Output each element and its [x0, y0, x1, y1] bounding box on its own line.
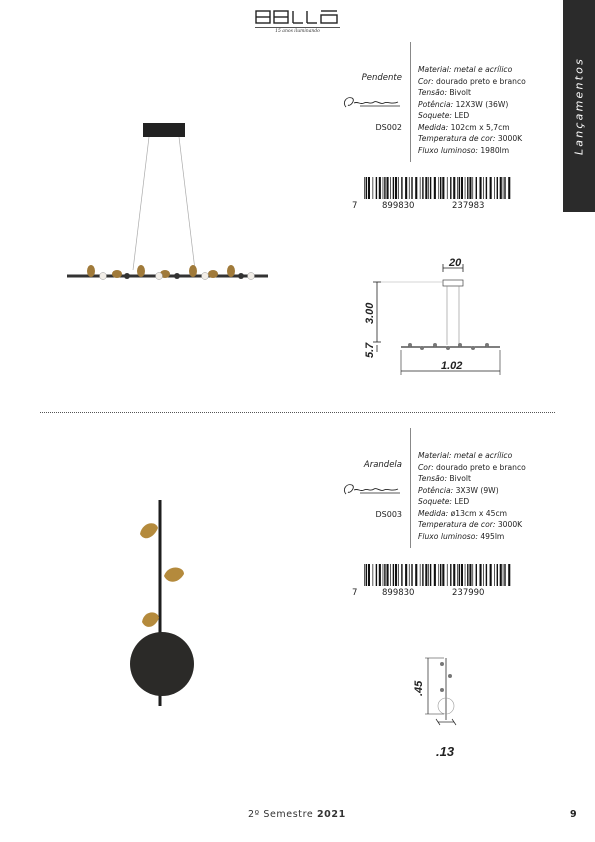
barcode-bar: [453, 177, 455, 199]
barcode-bar: [500, 564, 502, 586]
spec-row: [418, 87, 563, 99]
barcode-bar: [405, 177, 407, 199]
barcode-bar: [490, 177, 492, 199]
barcode-bar: [387, 564, 389, 586]
barcode-bar: [405, 564, 407, 586]
barcode-bar: [486, 177, 487, 199]
barcode-group-1: 899830: [382, 201, 415, 211]
barcode-bar: [364, 564, 365, 586]
dim-top: 20: [449, 257, 462, 269]
spec-row: [418, 133, 563, 145]
barcode-bar: [469, 564, 471, 586]
barcode-bar: [461, 177, 463, 199]
section-divider: [40, 412, 555, 413]
barcode-bar: [393, 177, 394, 199]
barcode-bar: [384, 564, 385, 586]
barcode-bar: [480, 564, 482, 586]
spec-row: [418, 473, 563, 485]
dim-height: .45: [413, 680, 425, 696]
barcode-bar: [476, 177, 477, 199]
page-number: 9: [570, 809, 577, 820]
barcode-bar: [480, 177, 482, 199]
barcode-bar: [461, 564, 463, 586]
spec-list: [418, 450, 563, 542]
spec-value: dourado preto e branco: [433, 76, 526, 86]
spec-value: 3000K: [495, 520, 523, 529]
barcode-bar: [425, 564, 427, 586]
signature-image: [340, 480, 402, 500]
semester-label: 2º Semestre: [248, 809, 314, 820]
spec-key: Fluxo luminoso:: [418, 145, 478, 155]
barcode-bar: [428, 177, 429, 199]
spec-value: dourado preto e branco: [433, 462, 526, 472]
logo-wordmark: [255, 10, 340, 24]
brand-logo: [255, 10, 340, 36]
barcode-bar: [450, 564, 451, 586]
barcode-bar: [401, 564, 402, 586]
barcode-bar: [459, 564, 460, 586]
barcode-bar: [379, 177, 381, 199]
product-ident: [340, 73, 402, 143]
spec-key: Tensão:: [418, 88, 447, 97]
barcode-bar: [379, 564, 381, 586]
divider-line: [410, 42, 411, 162]
barcode-bar: [393, 564, 394, 586]
spec-row: [418, 531, 563, 543]
spec-value: ø13cm x 45cm: [448, 508, 508, 518]
barcode-bar: [483, 177, 484, 199]
barcode-bar: [373, 564, 374, 586]
spec-key: Soquete:: [418, 497, 452, 506]
barcode-bar: [503, 177, 504, 199]
barcode-group-1: 899830: [382, 588, 415, 598]
barcode-bar: [425, 177, 427, 199]
product-ident: [340, 460, 402, 530]
barcode-bar: [504, 564, 505, 586]
spec-value: Bivolt: [447, 474, 471, 483]
spec-row: [418, 485, 563, 497]
spec-key: Temperatura de cor:: [418, 520, 496, 529]
barcode-bar: [390, 564, 391, 586]
barcode-bar: [395, 564, 397, 586]
product-code: DS003: [375, 510, 402, 519]
spec-value: Bivolt: [447, 88, 471, 97]
barcode-bar: [453, 564, 455, 586]
spec-key: Material:: [418, 65, 452, 74]
barcode-bar: [442, 177, 444, 199]
barcode-bars: [364, 177, 512, 199]
spec-row: [418, 462, 563, 474]
barcode-bar: [465, 564, 466, 586]
barcode-bar: [494, 564, 495, 586]
dim-depth: 5.7: [364, 342, 376, 358]
footer-semester: [248, 809, 346, 820]
barcode-bar: [411, 564, 412, 586]
spec-key: Material:: [418, 451, 452, 460]
barcode-bar: [508, 564, 510, 586]
barcode-bar: [476, 564, 477, 586]
barcode-bar: [387, 177, 389, 199]
spec-list: [418, 64, 563, 156]
barcode-bar: [384, 177, 385, 199]
spec-key: Cor:: [418, 462, 434, 472]
barcode-bar: [494, 177, 495, 199]
barcode-bar: [411, 177, 412, 199]
barcode-bar: [364, 177, 365, 199]
barcode-bar: [467, 564, 468, 586]
spec-row: [418, 76, 563, 88]
barcode-bar: [497, 177, 498, 199]
barcode-bar: [401, 177, 402, 199]
spec-value: 495lm: [477, 531, 505, 541]
product-code: DS002: [375, 123, 402, 132]
barcode-bar: [450, 177, 451, 199]
spec-key: Cor:: [418, 76, 434, 86]
barcode-bar: [472, 177, 473, 199]
barcode-bar: [447, 564, 448, 586]
barcode-bar: [409, 564, 410, 586]
spec-row: [418, 508, 563, 520]
section-tab: [563, 0, 595, 212]
dim-height: 3.00: [364, 302, 376, 324]
barcode-bar: [440, 564, 441, 586]
spec-row: [418, 99, 563, 111]
barcode-bar: [465, 177, 466, 199]
spec-row: [418, 122, 563, 134]
barcode-bar: [434, 177, 436, 199]
technical-drawing-pendant: [355, 252, 505, 380]
spec-value: 3000K: [495, 134, 523, 143]
barcode-bar: [395, 177, 397, 199]
barcode-bar: [440, 177, 441, 199]
pendant-lamp-image: [55, 118, 280, 293]
spec-row: [418, 496, 563, 508]
barcode-bar: [472, 564, 473, 586]
spec-key: Medida:: [418, 122, 449, 132]
barcode-bar: [398, 564, 399, 586]
barcode-bar: [457, 177, 458, 199]
barcode-bar: [442, 564, 444, 586]
barcode-bar: [486, 564, 487, 586]
barcode-prefix: 7: [352, 201, 358, 211]
barcode-bar: [508, 177, 510, 199]
barcode-bar: [497, 564, 498, 586]
barcode-bar: [467, 177, 468, 199]
spec-value: LED: [451, 111, 470, 120]
spec-key: Medida:: [418, 508, 449, 518]
barcode-bar: [390, 177, 391, 199]
barcode-bar: [490, 564, 492, 586]
barcode-bar: [376, 177, 377, 199]
signature-image: [340, 93, 402, 113]
barcode-bar: [438, 177, 439, 199]
spec-value: 1980lm: [477, 145, 510, 155]
spec-value: metal e acrílico: [451, 65, 513, 74]
spec-key: Potência:: [418, 99, 454, 109]
product-type: Pendente: [361, 73, 402, 83]
dim-width: 1.02: [441, 360, 463, 372]
barcode-bar: [500, 177, 502, 199]
barcode-bar: [420, 564, 421, 586]
technical-drawing-wall-lamp: [398, 652, 478, 762]
semester-year: 2021: [316, 809, 346, 820]
barcode-bar: [420, 177, 421, 199]
spec-row: [418, 450, 563, 462]
barcode: [352, 564, 512, 602]
barcode-bar: [415, 177, 417, 199]
barcode-bar: [366, 564, 367, 586]
barcode-bar: [459, 177, 460, 199]
spec-value: 12X3W (36W): [453, 99, 509, 109]
barcode-bars: [364, 564, 512, 586]
spec-key: Temperatura de cor:: [418, 134, 496, 143]
barcode-bar: [438, 564, 439, 586]
spec-key: Potência:: [418, 485, 454, 495]
barcode-bar: [366, 177, 367, 199]
wall-lamp-image: [128, 498, 198, 710]
product-type: Arandela: [363, 460, 402, 470]
spec-value: metal e acrílico: [451, 451, 513, 460]
barcode-bar: [469, 177, 471, 199]
barcode-bar: [447, 177, 448, 199]
spec-value: LED: [451, 497, 470, 506]
dim-width: .13: [436, 744, 455, 759]
barcode-group-2: 237990: [452, 588, 485, 598]
barcode-bar: [430, 177, 431, 199]
barcode-bar: [483, 564, 484, 586]
barcode-bar: [398, 177, 399, 199]
barcode-bar: [415, 564, 417, 586]
barcode-bar: [504, 177, 505, 199]
logo-tagline: 15 anos iluminando: [255, 27, 340, 34]
spec-value: 3X3W (9W): [453, 485, 499, 495]
barcode-bar: [376, 564, 377, 586]
barcode-bar: [428, 564, 429, 586]
barcode-bar: [430, 564, 431, 586]
spec-key: Fluxo luminoso:: [418, 531, 478, 541]
spec-value: 102cm x 5,7cm: [448, 122, 510, 132]
section-tab-label: Lançamentos: [572, 56, 586, 156]
barcode-bar: [368, 564, 370, 586]
spec-row: [418, 64, 563, 76]
barcode-bar: [503, 564, 504, 586]
spec-key: Tensão:: [418, 474, 447, 483]
barcode-bar: [457, 564, 458, 586]
barcode: [352, 177, 512, 215]
barcode-bar: [422, 564, 423, 586]
spec-row: [418, 145, 563, 157]
barcode-bar: [383, 177, 384, 199]
divider-line: [410, 428, 411, 548]
spec-row: [418, 110, 563, 122]
barcode-bar: [434, 564, 436, 586]
spec-row: [418, 519, 563, 531]
barcode-group-2: 237983: [452, 201, 485, 211]
spec-key: Soquete:: [418, 111, 452, 120]
barcode-prefix: 7: [352, 588, 358, 598]
barcode-bar: [383, 564, 384, 586]
barcode-bar: [422, 177, 423, 199]
barcode-bar: [373, 177, 374, 199]
barcode-bar: [368, 177, 370, 199]
barcode-bar: [409, 177, 410, 199]
